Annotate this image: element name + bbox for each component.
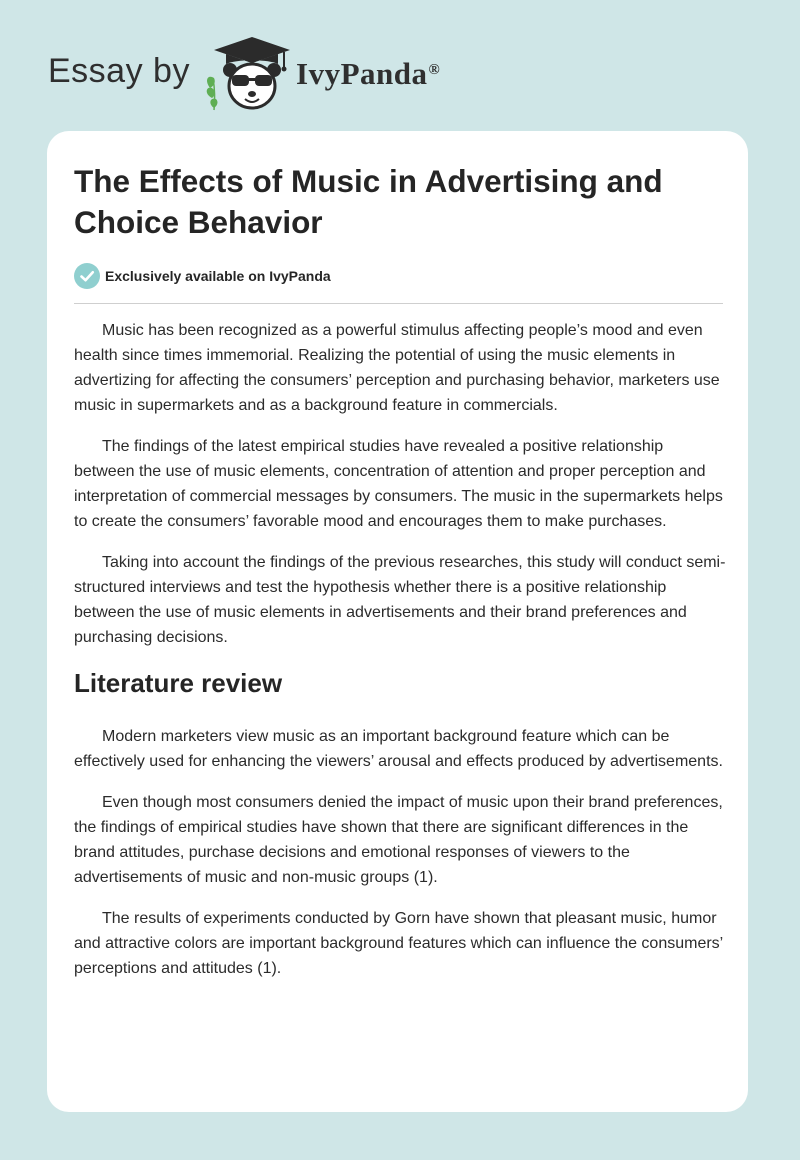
- exclusive-badge-label: Exclusively available on IvyPanda: [105, 268, 331, 284]
- paragraph: Modern marketers view music as an important background feature which can be effectively used for enhancing the viewers’ arousal and effects produced by advertisements.: [74, 728, 723, 770]
- paragraph: The findings of the latest empirical studies have revealed a positive relationship between the use of music elements, concentration of attention and proper perception and interpretation of commercial messages by consumers. The music in the supermarkets helps to create the consumers’ favorable mood and encourages them to make purchases.: [74, 438, 723, 530]
- essay-card: [47, 131, 748, 1112]
- registered-mark: ®: [428, 62, 441, 78]
- title-divider: [74, 303, 723, 304]
- check-circle-icon: [74, 263, 100, 289]
- section-heading: Literature review: [74, 668, 283, 698]
- panda-graduate-icon[interactable]: [202, 34, 290, 114]
- paragraph: Even though most consumers denied the impact of music upon their brand preferences, the findings of empirical studies have shown that there are significant differences in the brand attitudes, purchase decisions and emotional responses of viewers to the advertisements of music and non-music groups (1).: [74, 794, 723, 886]
- essay-body: [74, 318, 726, 997]
- paragraph: Music has been recognized as a powerful stimulus affecting people’s mood and even health since times immemorial. Realizing the potential of using the music elements in advertizing for affecting the consumers’ perception and purchasing behavior, marketers use music in supermarkets and as a background feature in commercials.: [74, 322, 720, 414]
- brand-name: IvyPanda: [296, 56, 428, 91]
- brand-logo-text[interactable]: [296, 54, 440, 94]
- paragraph: Taking into account the findings of the previous researches, this study will conduct semi-structured interviews and test the hypothesis whether there is a positive relationship between the use of music elements in advertisements and their brand preferences and purchasing decisions.: [74, 554, 726, 646]
- site-header: [48, 34, 508, 114]
- essay-by-label: Essay by: [48, 52, 190, 90]
- exclusive-badge: [74, 262, 331, 290]
- essay-title: The Effects of Music in Advertising and Choice Behavior: [74, 163, 663, 240]
- paragraph: The results of experiments conducted by Gorn have shown that pleasant music, humor and attractive colors are important background features which can influence the consumers’ perceptions and attitudes (1).: [74, 910, 723, 977]
